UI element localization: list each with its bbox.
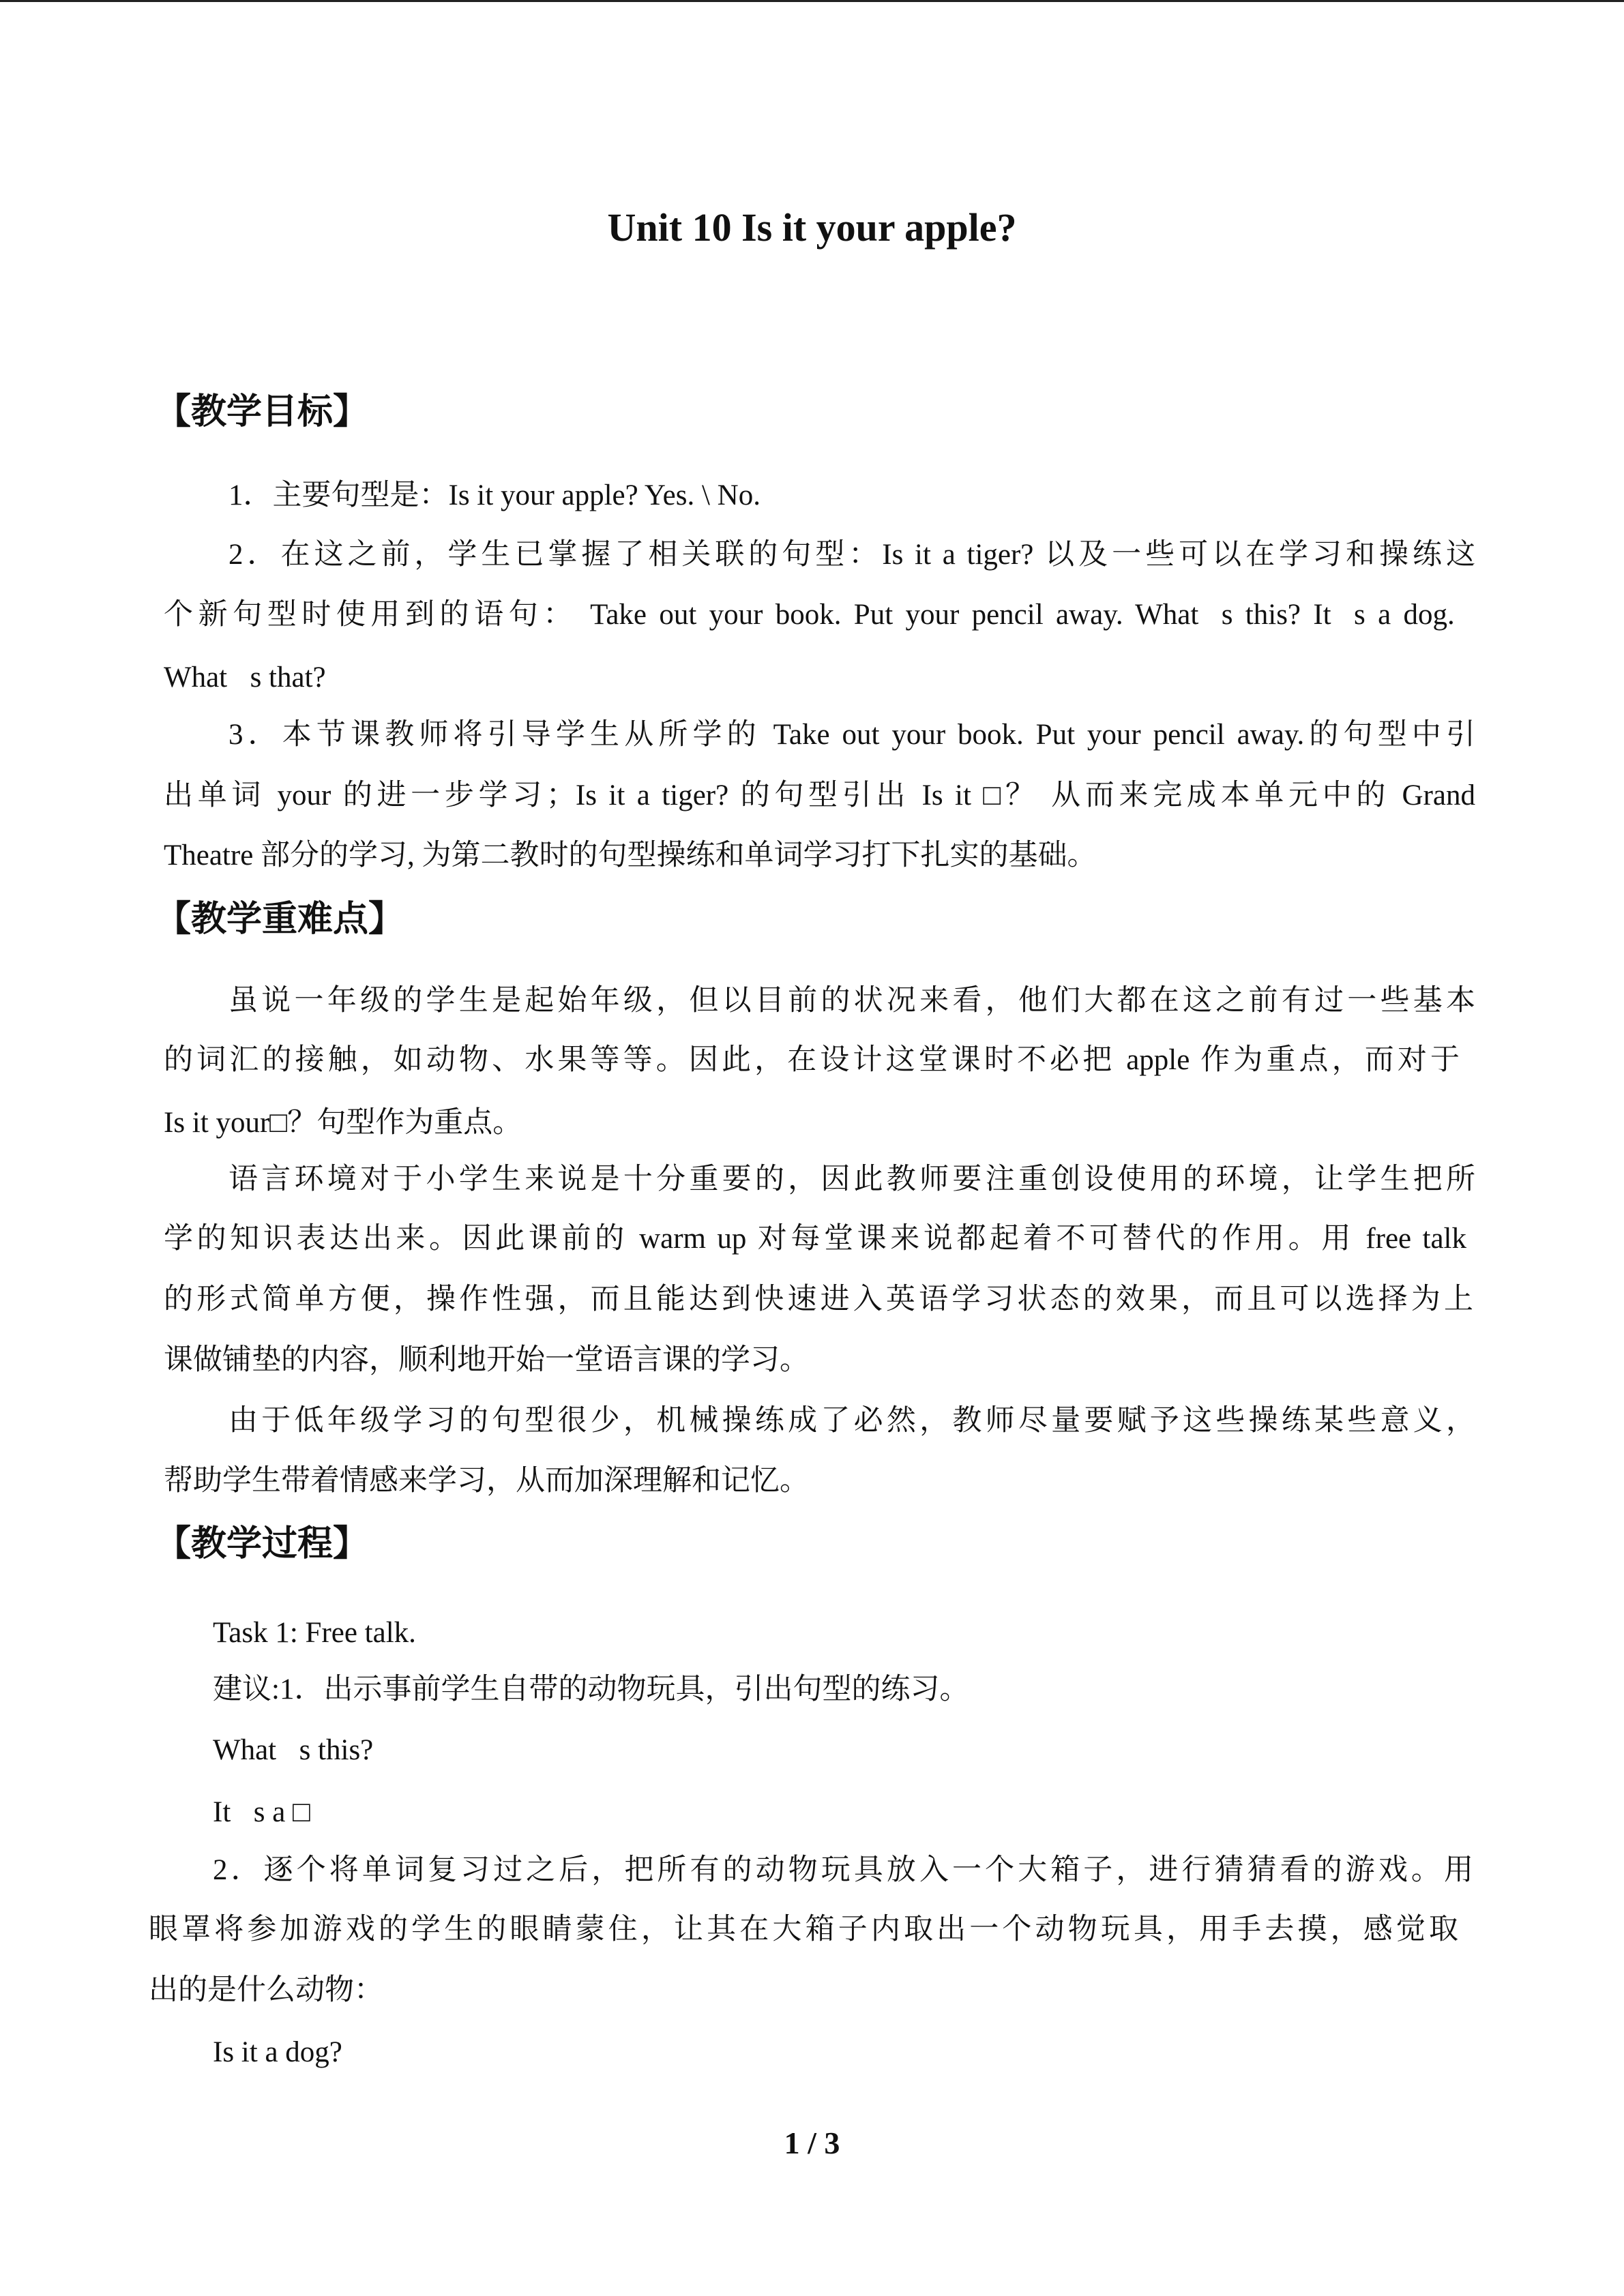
document-title: Unit 10 Is it your apple? [607, 205, 1017, 250]
top-border-rule [0, 0, 1624, 2]
key-points-line-1: 虽说一年级的学生是起始年级，但以目前的状况来看，他们大都在这之前有过一些基本 [228, 985, 1475, 1017]
goals-line-2: 2．在这之前，学生已掌握了相关联的句型：Is it a tiger? 以及一些可以在学习和操练这 [228, 539, 1475, 571]
key-points-line-5: 学的知识表达出来。因此课前的 warm up 对每堂课来说都起着不可替代的作用。用 free talk [164, 1223, 1466, 1255]
section-heading-process: 【教学过程】 [156, 1523, 369, 1564]
goals-line-4: What⃞s that? [164, 661, 326, 694]
section-heading-key-points: 【教学重难点】 [156, 899, 404, 940]
key-points-line-2: 的词汇的接触，如动物、水果等等。因此，在设计这堂课时不必把 apple 作为重点，而对于 [164, 1044, 1460, 1076]
section-heading-goals: 【教学目标】 [156, 391, 369, 432]
process-line-2: 建议:1．出示事前学生自带的动物玩具，引出句型的练习。 [213, 1673, 969, 1705]
process-line-1: Task 1: Free talk. [213, 1617, 416, 1649]
process-line-5: 2．逐个将单词复习过之后，把所有的动物玩具放入一个大箱子，进行猜猜看的游戏。用 [213, 1854, 1473, 1886]
key-points-line-4: 语言环境对于小学生来说是十分重要的，因此教师要注重创设使用的环境，让学生把所 [228, 1163, 1475, 1195]
key-points-line-3: Is it your□？句型作为重点。 [164, 1107, 522, 1139]
goals-line-1: 1．主要句型是：Is it your apple? Yes. \ No. [228, 479, 761, 511]
process-line-3: What⃞s this? [213, 1734, 374, 1766]
process-line-8: Is it a dog? [213, 2036, 342, 2068]
process-line-4: It⃞s a □ [213, 1796, 311, 1828]
process-line-7: 出的是什么动物： [149, 1974, 383, 2006]
goals-line-5: 3．本节课教师将引导学生从所学的 Take out your book. Put your pencil away.的句型中引 [228, 719, 1475, 751]
goals-line-3: 个新句型时使用到的语句： Take out your book. Put your pencil away. What⃞s this? It⃞s a dog. [164, 599, 1455, 631]
key-points-line-7: 课做铺垫的内容，顺利地开始一堂语言课的学习。 [164, 1344, 809, 1376]
goals-line-7: Theatre 部分的学习, 为第二教时的句型操练和单词学习打下扎实的基础。 [164, 839, 1097, 871]
page-number: 1 / 3 [784, 2126, 840, 2160]
goals-line-6: 出单词 your 的进一步学习；Is it a tiger? 的句型引出 Is it □？ 从而来完成本单元中的 Grand [164, 779, 1475, 811]
process-line-6: 眼罩将参加游戏的学生的眼睛蒙住，让其在大箱子内取出一个动物玩具，用手去摸，感觉取 [149, 1913, 1458, 1945]
key-points-line-8: 由于低年级学习的句型很少，机械操练成了必然，教师尽量要赋予这些操练某些意义， [228, 1405, 1475, 1437]
key-points-line-6: 的形式简单方便，操作性强，而且能达到快速进入英语学习状态的效果，而且可以选择为上 [164, 1283, 1473, 1315]
key-points-line-9: 帮助学生带着情感来学习，从而加深理解和记忆。 [164, 1465, 809, 1497]
